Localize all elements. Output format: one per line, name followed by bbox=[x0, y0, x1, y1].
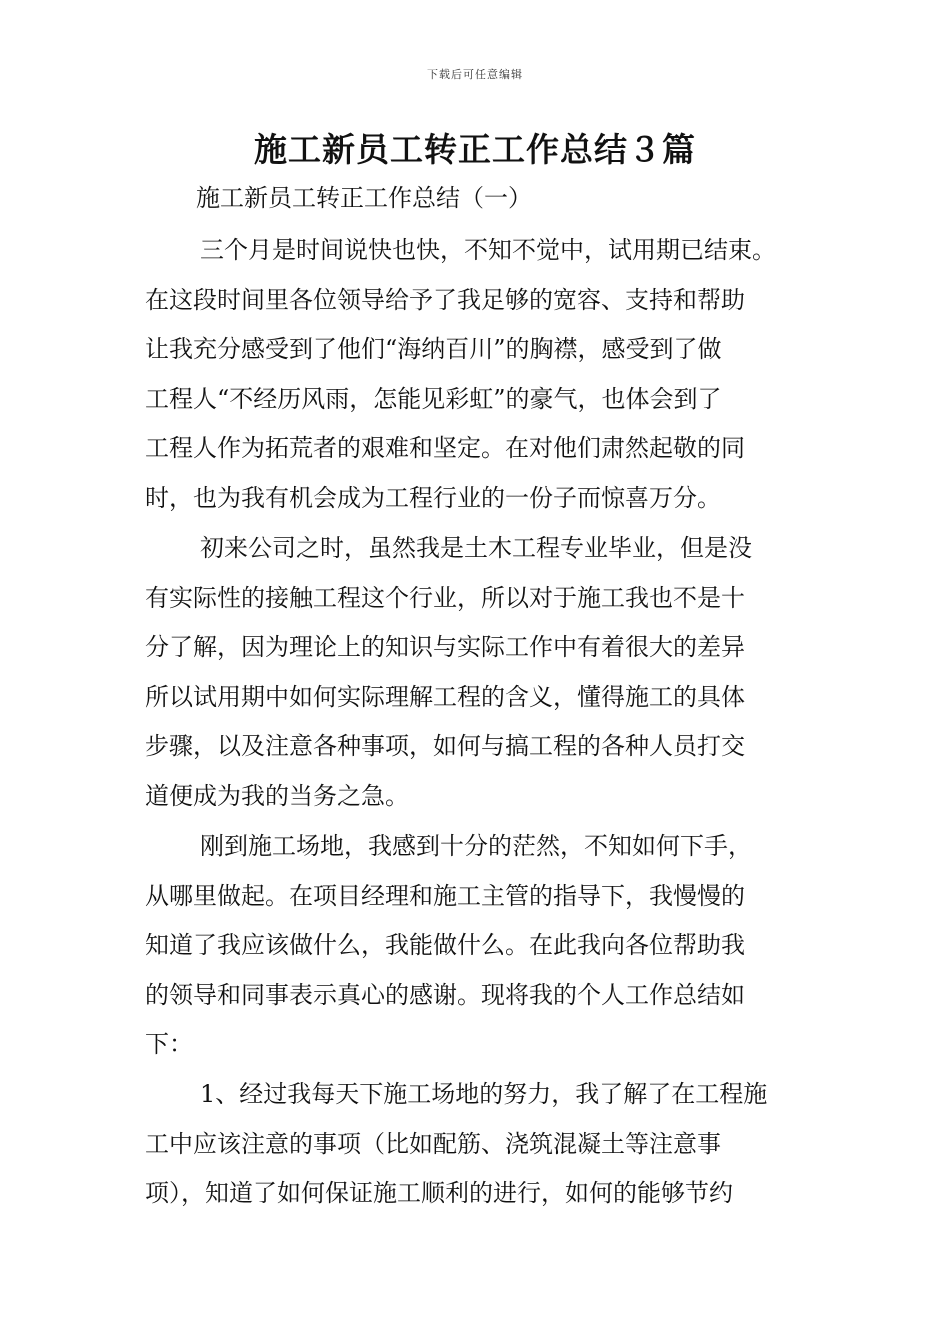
header-note: 下载后可任意编辑 bbox=[427, 68, 523, 81]
paragraph-line: 道便成为我的当务之急。 bbox=[145, 781, 409, 810]
paragraph-line: 工中应该注意的事项（比如配筋、浇筑混凝土等注意事 bbox=[145, 1129, 721, 1158]
paragraph-line: 下： bbox=[145, 1030, 193, 1058]
paragraph-line: 三个月是时间说快也快，不知不觉中，试用期已结束。 bbox=[200, 236, 776, 264]
paragraph-line: 1、经过我每天下施工场地的努力，我了解了在工程施 bbox=[200, 1080, 768, 1108]
paragraph-line: 步骤，以及注意各种事项，如何与搞工程的各种人员打交 bbox=[145, 732, 745, 760]
paragraph-line: 初来公司之时，虽然我是土木工程专业毕业，但是没 bbox=[200, 534, 752, 562]
paragraph-line: 刚到施工场地，我感到十分的茫然，不知如何下手， bbox=[200, 832, 752, 860]
paragraph-line: 知道了我应该做什么，我能做什么。在此我向各位帮助我 bbox=[145, 931, 745, 959]
paragraph-line: 工程人作为拓荒者的艰难和坚定。在对他们肃然起敬的同 bbox=[145, 434, 745, 462]
paragraph-line: 从哪里做起。在项目经理和施工主管的指导下，我慢慢的 bbox=[145, 881, 745, 910]
paragraph-line: 让我充分感受到了他们“海纳百川”的胸襟，感受到了做 bbox=[145, 335, 722, 363]
paragraph-line: 在这段时间里各位领导给予了我足够的宽容、支持和帮助 bbox=[145, 285, 745, 314]
document-title: 施工新员工转正工作总结３篇 bbox=[254, 130, 696, 169]
section-subtitle: 施工新员工转正工作总结（一） bbox=[196, 184, 532, 212]
paragraph-2 bbox=[145, 524, 825, 821]
paragraph-line: 有实际性的接触工程这个行业，所以对于施工我也不是十 bbox=[145, 583, 745, 612]
paragraph-1 bbox=[145, 226, 825, 523]
paragraph-3 bbox=[145, 822, 825, 1070]
paragraph-line: 的领导和同事表示真心的感谢。现将我的个人工作总结如 bbox=[145, 980, 745, 1009]
paragraph-line: 所以试用期中如何实际理解工程的含义，懂得施工的具体 bbox=[145, 682, 745, 711]
paragraph-4 bbox=[145, 1070, 825, 1219]
paragraph-line: 分了解，因为理论上的知识与实际工作中有着很大的差异 bbox=[145, 633, 745, 661]
paragraph-line: 项），知道了如何保证施工顺利的进行，如何的能够节约 bbox=[145, 1179, 733, 1207]
paragraph-line: 工程人“不经历风雨，怎能见彩虹”的豪气，也体会到了 bbox=[145, 384, 722, 413]
paragraph-line: 时，也为我有机会成为工程行业的一份子而惊喜万分。 bbox=[145, 483, 721, 512]
